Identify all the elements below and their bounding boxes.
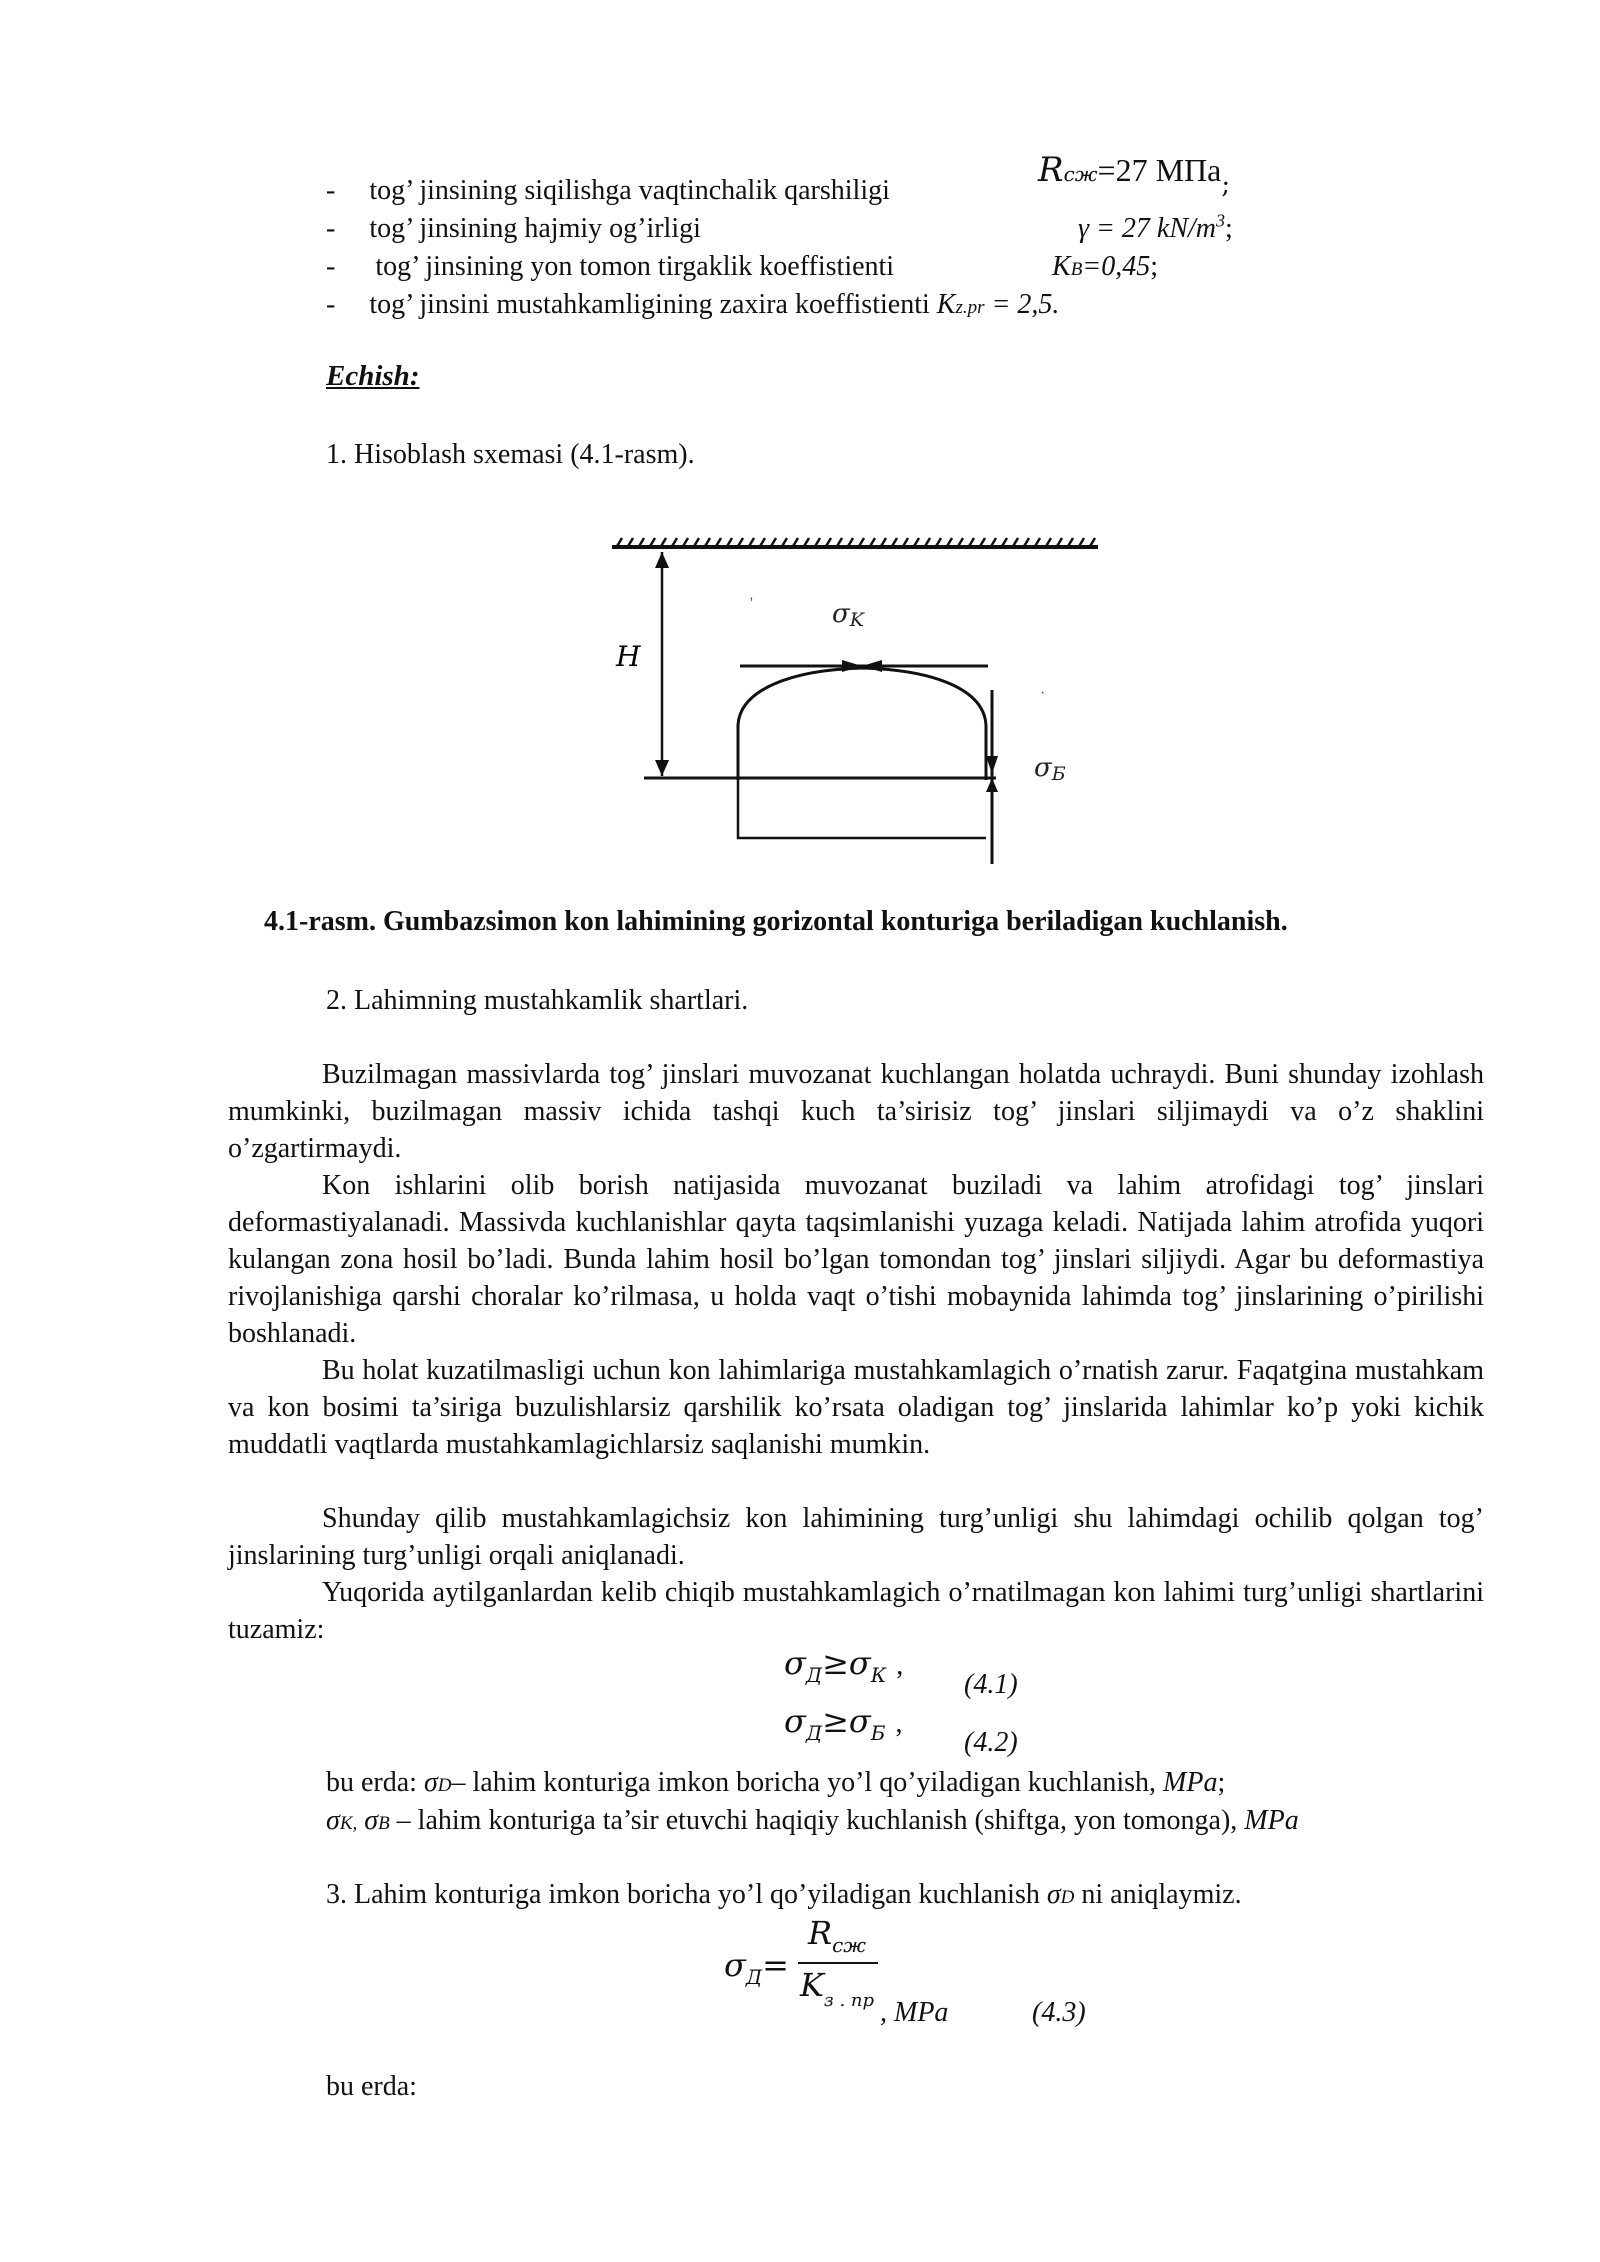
def-unit: MPa [1244,1805,1299,1836]
def-symbol: σ [357,1805,379,1836]
paragraph-text: Bu holat kuzatilmasligi uchun kon lahimlariga mustahkamlagich o’rnatish zarur. Faqatgina mustahkam va kon bosimi ta’siriga buzulishlarsiz qarshilik ko’rsata oladigan tog’ jinslarida lahimlar ko’p yoki kichik muddatli vaqtlarda mustahkamlagichlarsiz saqlanishi mumkin. [228,1355,1484,1460]
wall-arrow-down [986,756,998,774]
param-row-3 [326,248,894,285]
step-3 [326,1876,1242,1916]
param-value-gamma [1078,210,1233,247]
list-dash: - [326,175,336,206]
list-dash: - [326,289,336,320]
eq-sigma: σ [784,1644,806,1682]
equation-4-3-lhs [724,1946,789,1989]
def-symbol: σ [326,1805,340,1836]
param-end: ; [1225,213,1233,244]
equation-4-2 [784,1702,903,1745]
param-row-4 [326,286,1059,326]
param-row-2 [326,210,701,247]
eq-op: ≥σ [822,1702,871,1740]
eq-sigma: σ [784,1702,806,1740]
equation-4-1 [784,1644,904,1687]
def-symbol: σ [423,1767,438,1798]
param-value: = 2,5. [984,289,1060,320]
step-sub: D [1060,1887,1075,1908]
fraction-bar [798,1962,878,1964]
list-dash: - [326,251,336,282]
eq-sub: Д [805,1663,823,1687]
superscript: 3 [1216,210,1226,231]
h-label: H [616,640,641,673]
step-symbol: σ [1046,1879,1061,1910]
solution-heading: Echish: [326,360,420,392]
eq-den-sub: з . пр [823,1990,875,2011]
def-text: – lahim konturiga imkon boricha yo’l qo’yiladigan kuchlanish, [451,1767,1164,1798]
stray-mark: · [1040,685,1046,702]
figure-diagram [0,530,1600,870]
param-value: =27 МПа [1097,152,1222,188]
def-unit: MPa [1163,1767,1218,1798]
param-value: γ = 27 kN/m [1078,213,1217,244]
step-text: 3. Lahim konturiga imkon boricha yo’l qo’yiladigan kuchlanish [326,1879,1047,1910]
eq-equals: = [762,1946,789,1984]
def-text: – lahim konturiga ta’sir etuvchi haqiqiy kuchlanish (shiftga, yon tomonga), [389,1805,1245,1836]
step-tail: ni aniqlaymiz. [1074,1879,1242,1910]
excavation-dome [738,668,986,780]
equation-4-3-unit: , MPa [880,1997,949,2028]
equation-number-4-1: (4.1) [964,1669,1018,1700]
sigma-k-label: σK [832,599,864,631]
param-text: tog’ jinsining hajmiy og’irligi [369,213,701,244]
param-text: tog’ jinsining siqilishga vaqtinchalik qarshiligi [369,175,890,206]
equation-4-3-denominator [800,1966,875,2011]
def-sub: K, [339,1813,358,1834]
symbol-k: K [1052,251,1071,282]
paragraph-text: Shunday qilib mustahkamlagichsiz kon lahimining turg’unligi shu lahimdagi ochilib qolgan tog’ jinslarining turg’unligi orqali aniqlanadi. [228,1503,1484,1571]
eq-den-symbol: K [800,1966,824,2004]
paragraph-text: Yuqorida aytilganlardan kelib chiqib mustahkamlagich o’rnatilmagan kon lahimi turg’unligi shartlarini tuzamiz: [228,1577,1484,1645]
paragraph-text: Buzilmagan massivlarda tog’ jinslari muvozanat kuchlangan holatda uchraydi. Buni shunday izohlash mumkinki, buzilmagan massiv ichida tashqi kuch ta’sirisiz tog’ jinslari siljimaydi va o’z shaklini o’zgartirmaydi. [228,1059,1484,1164]
paragraph-1 [228,1056,1484,1167]
paragraph-2 [228,1167,1484,1352]
figure-caption: 4.1-rasm. Gumbazsimon kon lahimining gorizontal konturiga beriladigan kuchlanish. [264,906,1288,937]
eq-op: ≥σ [822,1644,871,1682]
symbol-r: R [1038,150,1064,190]
step-2: 2. Lahimning mustahkamlik shartlari. [326,985,749,1016]
eq-sub: Д [805,1721,823,1745]
h-arrow-bottom [655,760,669,776]
equation-4-3-numerator [808,1914,867,1957]
def-prefix: bu erda: [326,1767,424,1798]
wall-arrow-up [986,778,998,792]
paragraph-3 [228,1352,1484,1463]
definition-sigma-kb [326,1802,1299,1842]
def-sub: D [437,1775,452,1796]
eq-tail: , [895,1708,903,1739]
symbol-k: K [936,289,956,320]
param-value-kb [1052,248,1158,288]
eq-sub: Д [745,1965,763,1989]
sigma-b-label: σБ [1034,753,1066,785]
param-value: =0,45 [1082,251,1151,282]
symbol-sub: z.pr [955,297,985,318]
bu-erda-label: bu erda: [326,2071,417,2102]
eq-sub: К [870,1663,887,1687]
def-end: ; [1217,1767,1226,1798]
eq-tail: , [896,1650,904,1681]
excavation-lower [738,780,986,838]
def-sub: B [378,1813,390,1834]
eq-num-symbol: R [808,1914,833,1952]
param-row-1 [326,172,890,209]
definition-sigma-d [326,1764,1225,1804]
paragraph-4 [228,1500,1484,1574]
param-text: tog’ jinsini mustahkamligining zaxira koeffistienti [369,289,930,320]
param-text: tog’ jinsining yon tomon tirgaklik koeffistienti [375,251,895,282]
equation-number-4-2: (4.2) [964,1727,1018,1758]
equation-number-4-3: (4.3) [1032,1997,1086,2028]
param-end: ; [1221,170,1231,200]
eq-sigma: σ [724,1946,746,1984]
paragraph-text: Kon ishlarini olib borish natijasida muvozanat buziladi va lahim atrofidagi tog’ jinslari deformastiyalanadi. Massivda kuchlanishlar qayta taqsimlanishi yuzaga keladi. Natijada lahim atrofida yuqori kulangan zona hosil bo’ladi. Bunda lahim hosil bo’lgan tomondan tog’ jinslari siljiydi. Agar bu deformastiya rivojlanishiga qarshi choralar ko’rilmasa, u holda vaqt o’tishi mobaynida lahimda tog’ jinslarining o’pirilishi boshlanadi. [228,1170,1484,1349]
symbol-sub: сж [1063,162,1098,186]
eq-sub: Б [870,1721,886,1745]
step-1: 1. Hisoblash sxemasi (4.1-rasm). [326,439,695,470]
symbol-sub: B [1070,259,1083,280]
eq-num-sub: сж [832,1933,867,1957]
stray-mark: ' [750,595,753,612]
h-arrow-top [655,552,669,568]
param-end: ; [1150,251,1158,282]
list-dash: - [326,213,336,244]
paragraph-5 [228,1574,1484,1648]
param-value-rc [1038,150,1231,200]
